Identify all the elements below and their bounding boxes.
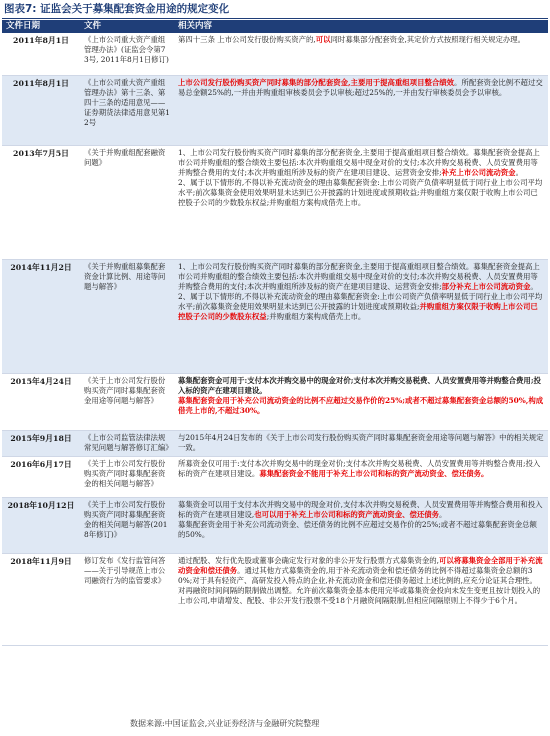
row-date: 2018年11月9日 — [2, 553, 80, 645]
row-date: 2014年11月2日 — [2, 259, 80, 373]
highlighted-text: 募集配套资金用于补充公司流动资金的比例不应超过交易作价的25%;或者不超过募集配套资金总额的50%,构成借壳上市的,不超过30%。 — [178, 395, 544, 415]
content-text: 通过配股、发行优先股或董事会确定发行对象的非公开发行股票方式募集资金的, — [178, 555, 440, 565]
row-date: 2013年7月5日 — [2, 145, 80, 259]
header-document: 文件 — [80, 20, 174, 33]
header-content: 相关内容 — [174, 20, 548, 33]
table-row — [2, 430, 548, 456]
highlighted-text: 也可以用于补充上市公司和标的资产流动资金、偿还债务 — [254, 509, 440, 519]
table-row — [2, 497, 548, 553]
row-document: 修订发布《发行监管问答——关于引导规范上市公司融资行为的监管要求》 — [80, 553, 174, 645]
table-header-row — [2, 20, 548, 33]
row-date: 2016年6月17日 — [2, 456, 80, 497]
highlighted-text: 可以将募集资金全部用于补充流动资金和偿还债务 — [178, 555, 543, 575]
row-content — [174, 145, 548, 259]
table-row — [2, 145, 548, 259]
content-text: 2、属于以下情形的,不得以补充流动资金的理由募集配套资金:上市公司资产负债率明显低于同行业上市公司平均水平;前次募集资金使用效果明显未达到已公开披露的计划进度或预期收益; — [178, 291, 543, 311]
content-text: 同时募集部分配套资金,其定价方式按照现行相关规定办理。 — [330, 35, 526, 44]
row-content — [174, 33, 548, 75]
content-text: 。 — [530, 281, 538, 291]
content-text: ;并购重组方案构成借壳上市。 — [266, 311, 366, 321]
content-text: 。所配套资金比例不超过交易总金额25%的,一并由并购重组审核委员会予以审核;超过25%的,一并由发行审核委员会予以审核。 — [178, 77, 543, 97]
table-row — [2, 373, 548, 430]
row-document: 《上市公司监管法律法规常见问题与解答修订汇编》 — [80, 430, 174, 456]
highlighted-text: 可以 — [315, 35, 331, 44]
content-text: 对再融资时间间隔的限制做出调整。允许前次募集资金基本使用完毕或募集资金投向未发生变更且按计划投入的上市公司,申请增发、配股、非公开发行股票不受18个月融资间隔限制,但相应间隔原则上不得少于6个月。 — [178, 585, 541, 605]
row-document: 《关于并购重组配套融资问题》 — [80, 145, 174, 259]
table-row — [2, 75, 548, 145]
content-text: 1、上市公司发行股份购买资产同时募集的部分配套资金,主要用于提高重组项目整合绩效。募集配套资金提高上市公司并购重组的整合绩效主要包括:本次并购重组交易中现金对价的支付;本次并购交易税费、人员安置费用等并购整合费用的支付;本次并购重组所涉及标的资产在建项目建设、运营资金安排; — [178, 147, 540, 177]
row-document: 《上市公司重大资产重组管理办法》第十三条、第四十三条的适用意见——证券期货法律适用意见第12号 — [80, 75, 174, 145]
content-text: 2、属于以下情形的,不得以补充流动资金的理由募集配套资金:上市公司资产负债率明显低于同行业上市公司平均水平;前次募集资金使用效果明显未达到已公开披露的计划进度或预期收益;并购重组方案仅限于收购上市公司已控股子公司的少数股东权益;并购重组方案构成借壳上市。 — [178, 177, 543, 207]
row-document: 《关于上市公司发行股份购买资产同时募集配套资金的相关问题与解答(2018年修订)》 — [80, 497, 174, 553]
content-text: 募集配套资金可用于:支付本次并购交易中的现金对价;支付本次并购交易税费、人员安置费用等并购整合费用;投入标的资产在建项目建设。 — [178, 375, 541, 395]
content-text: 所募资金仅可用于:支付本次并购交易中的现金对价;支付本次并购交易税费、人员安置费用等并购整合费用;投入标的资产在建项目建设。 — [178, 458, 541, 478]
table-row — [2, 456, 548, 497]
row-content — [174, 553, 548, 645]
row-content — [174, 430, 548, 456]
table-row — [2, 553, 548, 645]
highlighted-text: 补充上市公司流动资金 — [441, 167, 516, 177]
row-document: 《关于上市公司发行股份购买资产同时募集配套资金用途等问题与解答》 — [80, 373, 174, 430]
highlighted-text: 募集配套资金不能用于补充上市公司和标的资产流动资金、偿还债务。 — [259, 468, 489, 478]
row-date: 2018年10月12日 — [2, 497, 80, 553]
content-text: 。 — [515, 167, 523, 177]
content-text: 与2015年4月24日发布的《关于上市公司发行股份购买资产同时募集配套资金用途等问题与解答》中的相关规定一致。 — [178, 432, 544, 452]
header-date: 文件日期 — [2, 20, 80, 33]
row-content — [174, 259, 548, 373]
regulation-table — [2, 20, 548, 646]
content-text: 。 — [439, 509, 447, 519]
row-content — [174, 373, 548, 430]
row-date: 2015年9月18日 — [2, 430, 80, 456]
content-text: 募集资金可以用于支付本次并购交易中的现金对价,支付本次并购交易税费、人员安置费用等并购整合费用和投入标的资产在建项目建设, — [178, 499, 543, 519]
highlighted-text: 并购重组方案仅限于收购上市公司已控股子公司的少数股东权益 — [178, 301, 538, 321]
table-body — [2, 33, 548, 645]
row-date: 2015年4月24日 — [2, 373, 80, 430]
row-date: 2011年8月1日 — [2, 33, 80, 75]
highlighted-text: 部分补充上市公司流动资金 — [441, 281, 531, 291]
row-content — [174, 497, 548, 553]
row-document: 《上市公司重大资产重组管理办法》(证监会令第73号, 2011年8月1日修订) — [80, 33, 174, 75]
figure-title: 图表7: 证监会关于募集配套资金用途的规定变化 — [4, 3, 230, 15]
content-text: 1、上市公司发行股份购买资产同时募集的部分配套资金,主要用于提高重组项目整合绩效。募集配套资金提高上市公司并购重组的整合绩效主要包括:本次并购重组交易中现金对价的支付;本次并购交易税费、人员安置费用等并购整合费用的支付;本次并购重组所涉及标的资产在建项目建设、运营资金安排; — [178, 261, 540, 291]
row-document: 《关于上市公司发行股份购买资产同时募集配套资金的相关问题与解答》 — [80, 456, 174, 497]
row-content — [174, 456, 548, 497]
content-text: 。通过其他方式募集资金的,用于补充流动资金和偿还债务的比例不得超过募集资金总额的30%;对于具有轻资产、高研发投入特点的企业,补充流动资金和偿还债务超过上述比例的,应充分论证其合理性。 — [178, 565, 537, 585]
table-row — [2, 33, 548, 75]
source-note: 数据来源:中国证监会,兴业证券经济与金融研究院整理 — [130, 719, 320, 728]
content-text: 第四十三条 上市公司发行股份购买资产的, — [178, 35, 316, 44]
row-date: 2011年8月1日 — [2, 75, 80, 145]
row-content — [174, 75, 548, 145]
highlighted-text: 上市公司发行股份购买资产同时募集的部分配套资金,主要用于提高重组项目整合绩效 — [178, 77, 455, 87]
row-document: 《关于并购重组募集配套资金计算比例、用途等问题与解答》 — [80, 259, 174, 373]
title-divider — [2, 18, 548, 19]
table-row — [2, 259, 548, 373]
content-text: 募集配套资金用于补充公司流动资金、偿还债务的比例不应超过交易作价的25%;或者不超过募集配套资金总额的50%。 — [178, 519, 537, 539]
